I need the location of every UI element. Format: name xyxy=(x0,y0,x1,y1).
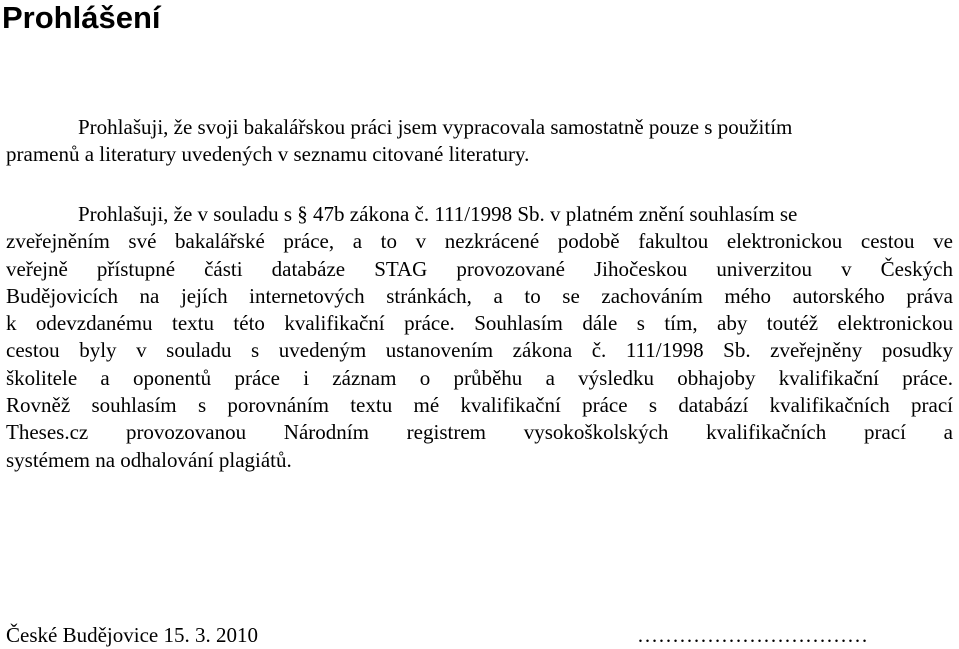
paragraph-declaration-1 xyxy=(6,114,792,169)
paragraph-line: cestou byly v souladu s uvedeným ustanovením zákona č. 111/1998 Sb. zveřejněny posudky xyxy=(6,338,953,363)
page-title: Prohlášení xyxy=(2,0,161,35)
paragraph-line: veřejně přístupné části databáze STAG provozované Jihočeskou univerzitou v Českých xyxy=(6,256,953,281)
paragraph-line: Prohlašuji, že svoji bakalářskou práci jsem vypracovala samostatně pouze s použitím xyxy=(78,115,793,139)
paragraph-line: Budějovicích na jejích internetových stránkách, a to se zachováním mého autorského práva xyxy=(6,283,953,308)
paragraph-line: pramenů a literatury uvedených v seznamu citované literatury. xyxy=(6,142,530,167)
paragraph-declaration-2 xyxy=(6,201,953,474)
paragraph-line: Theses.cz provozovanou Národním registrem vysokoškolských kvalifikačních prací a xyxy=(6,420,953,445)
paragraph-line: systémem na odhalování plagiátů. xyxy=(6,447,292,472)
paragraph-line: zveřejněním své bakalářské práce, a to v nezkrácené podobě fakultou elektronickou cestou ve xyxy=(6,229,953,254)
paragraph-line: Prohlašuji, že v souladu s § 47b zákona č. 111/1998 Sb. v platném znění souhlasím se xyxy=(78,202,798,226)
place-and-date: České Budějovice 15. 3. 2010 xyxy=(6,623,258,647)
paragraph-line: školitele a oponentů práce i záznam o průběhu a výsledku obhajoby kvalifikační práce. xyxy=(6,365,953,390)
paragraph-line: k odevzdanému textu této kvalifikační práce. Souhlasím dále s tím, aby toutéž elektronickou xyxy=(6,311,953,336)
paragraph-line: Rovněž souhlasím s porovnáním textu mé kvalifikační práce s databází kvalifikačních prací xyxy=(6,393,953,418)
signature-line: …………………………… xyxy=(637,623,868,647)
